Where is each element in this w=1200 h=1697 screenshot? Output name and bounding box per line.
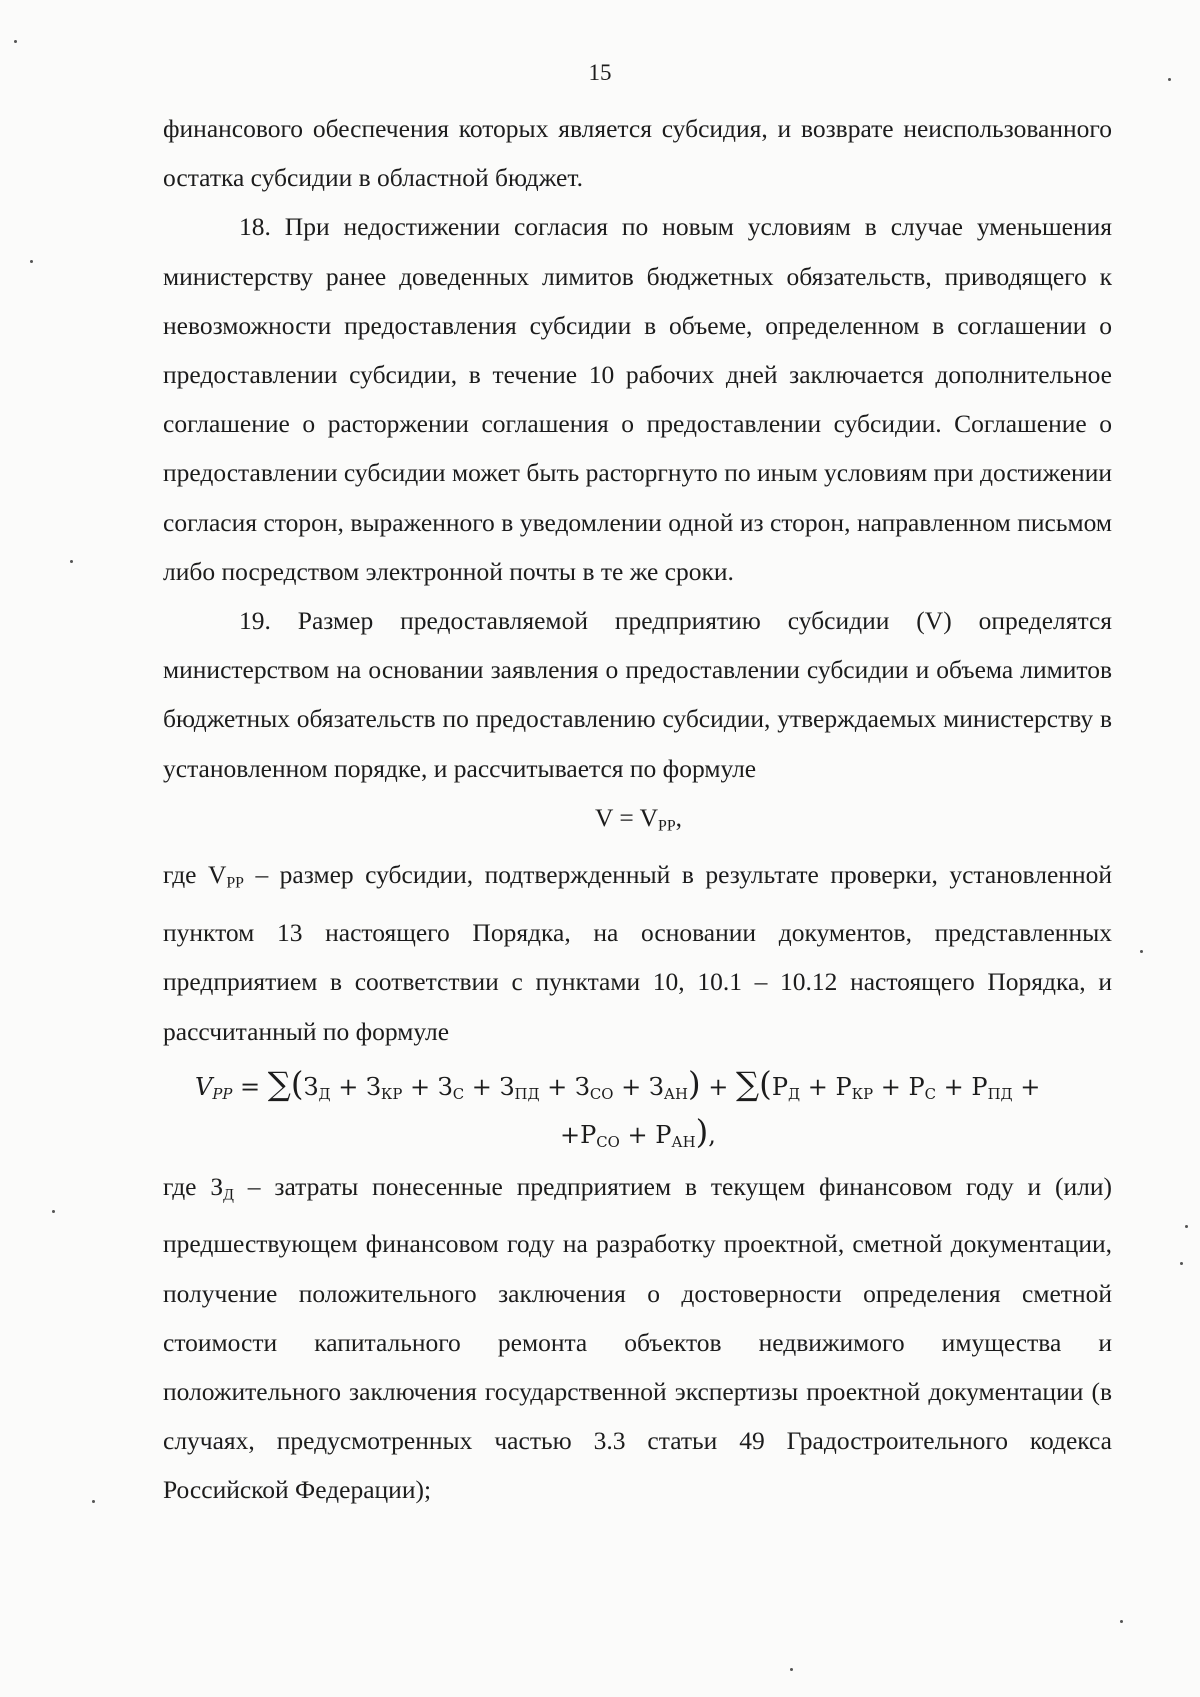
- term-sub: С: [924, 1084, 937, 1103]
- formula-2-lhs-sub: PP: [212, 1084, 233, 1103]
- term-z: З: [648, 1072, 664, 1101]
- formula-1-lhs: V: [594, 802, 613, 832]
- term-z: З: [574, 1072, 590, 1101]
- term-sub: ПД: [987, 1084, 1013, 1103]
- term-sub: Д: [787, 1084, 801, 1103]
- formula-v-equals-vpp: [163, 793, 1112, 851]
- term-sub: С: [452, 1084, 465, 1103]
- sum-sign: ∑: [736, 1064, 760, 1103]
- term-sub: АН: [663, 1084, 689, 1103]
- scan-speck: [790, 1668, 793, 1671]
- scan-speck: [1180, 1262, 1183, 1265]
- term-sub: КР: [851, 1084, 874, 1103]
- paragraph-19: 19. Размер предоставляемой предприятию субсидии (V) определятся министерством на основании заявления о предоставлении субсидии и объема лимитов бюджетных обязательств по предоставлению субсидии, утверждаемых министерству в установленном порядке, и рассчитывается по формуле: [163, 606, 1112, 783]
- term-p: Р: [835, 1072, 852, 1101]
- scan-speck: [30, 260, 33, 263]
- formula-2-lhs: V: [195, 1072, 213, 1101]
- where-vpp-definition: [163, 850, 1112, 1055]
- scan-speck: [14, 40, 17, 43]
- term-z: З: [499, 1072, 515, 1101]
- scan-speck: [1140, 950, 1143, 953]
- where-zd-definition: [163, 1162, 1112, 1515]
- term-p: Р: [580, 1120, 597, 1149]
- where-vpp-text: – размер субсидии, подтвержденный в результате проверки, установленной пунктом 13 настоящего Порядка, на основании документов, представленных предприятием в соответствии с пунктами 10, 10.1 – 10.12 настоящего Порядка, и рассчитанный по формуле: [163, 860, 1112, 1046]
- scan-speck: [70, 560, 73, 563]
- formula-1-rhs-sub: PP: [658, 817, 676, 835]
- term-sub: Д: [318, 1084, 331, 1103]
- term-p: Р: [655, 1120, 672, 1149]
- paren-close: ): [695, 1112, 709, 1151]
- term-z: З: [437, 1072, 453, 1101]
- paren-open: (: [290, 1064, 304, 1103]
- paren-close: ): [688, 1064, 701, 1103]
- paren-open: (: [759, 1064, 772, 1103]
- scan-speck: [92, 1500, 95, 1503]
- document-body: [163, 104, 1112, 1515]
- where-vpp-symbol: V: [207, 860, 227, 890]
- formula-2-equals: =: [232, 1072, 268, 1101]
- where-vpp-lead: где: [163, 860, 208, 890]
- formula-1-equals: =: [612, 802, 640, 832]
- term-p: Р: [971, 1072, 988, 1101]
- term-p: Р: [908, 1072, 925, 1101]
- term-sub: АН: [671, 1132, 696, 1151]
- formula-vpp-line-2: $+Р_{СО} + Р_{АН}$),: [560, 1112, 716, 1151]
- where-vpp-symbol-sub: PP: [226, 874, 244, 892]
- term-sub: КР: [380, 1084, 403, 1103]
- scan-speck: [1120, 1620, 1123, 1623]
- term-sub: СО: [596, 1132, 620, 1151]
- scan-speck: [52, 1210, 55, 1213]
- where-zd-lead: где: [163, 1171, 211, 1201]
- term-p: Р: [771, 1072, 788, 1101]
- paragraph-continuation: финансового обеспечения которых является субсидия, и возврате неиспользованного остатка субсидии в областной бюджет.: [163, 114, 1112, 193]
- sum-sign: ∑: [267, 1064, 291, 1103]
- where-zd-symbol: З: [210, 1171, 224, 1201]
- formula-vpp-line-1: $V_{PP} = \sum(З_Д + З_{КР} + З_С + З_{ПД} + З_{СО} + З_{АН}) + \sum(Р_Д + Р_{КР} + Р_С + Р_{ПД}$ +: [195, 1064, 1041, 1103]
- term-sub: ПД: [514, 1084, 540, 1103]
- formula-1-rhs: V: [639, 802, 659, 832]
- term-sub: СО: [589, 1084, 614, 1103]
- scan-speck: [1185, 1225, 1188, 1228]
- formula-1-tail: ,: [675, 802, 682, 832]
- term-z: З: [365, 1072, 381, 1101]
- scan-speck: [1168, 78, 1171, 81]
- where-zd-symbol-sub: Д: [223, 1186, 234, 1204]
- term-z: З: [303, 1072, 319, 1101]
- paragraph-18: 18. При недостижении согласия по новым условиям в случае уменьшения министерству ранее доведенных лимитов бюджетных обязательств, приводящего к невозможности предоставления субсидии в объеме, определенном в соглашении о предоставлении субсидии, в течение 10 рабочих дней заключается дополнительное соглашение о расторжении соглашения о предоставлении субсидии. Соглашение о предоставлении субсидии может быть расторгнуто по иным условиям при достижении согласия сторон, выраженного в уведомлении одной из сторон, направленном письмом либо посредством электронной почты в те же сроки.: [163, 212, 1112, 586]
- page-number: 15: [588, 60, 612, 85]
- where-zd-text: – затраты понесенные предприятием в текущем финансовом году и (или) предшествующем финансовом году на разработку проектной, сметной документации, получение положительного заключения о достоверности определения сметной стоимости капитального ремонта объектов недвижимого имущества и положительного заключения государственной экспертизы проектной документации (в случаях, предусмотренных частью 3.3 статьи 49 Градостроительного кодекса Российской Федерации);: [163, 1171, 1112, 1505]
